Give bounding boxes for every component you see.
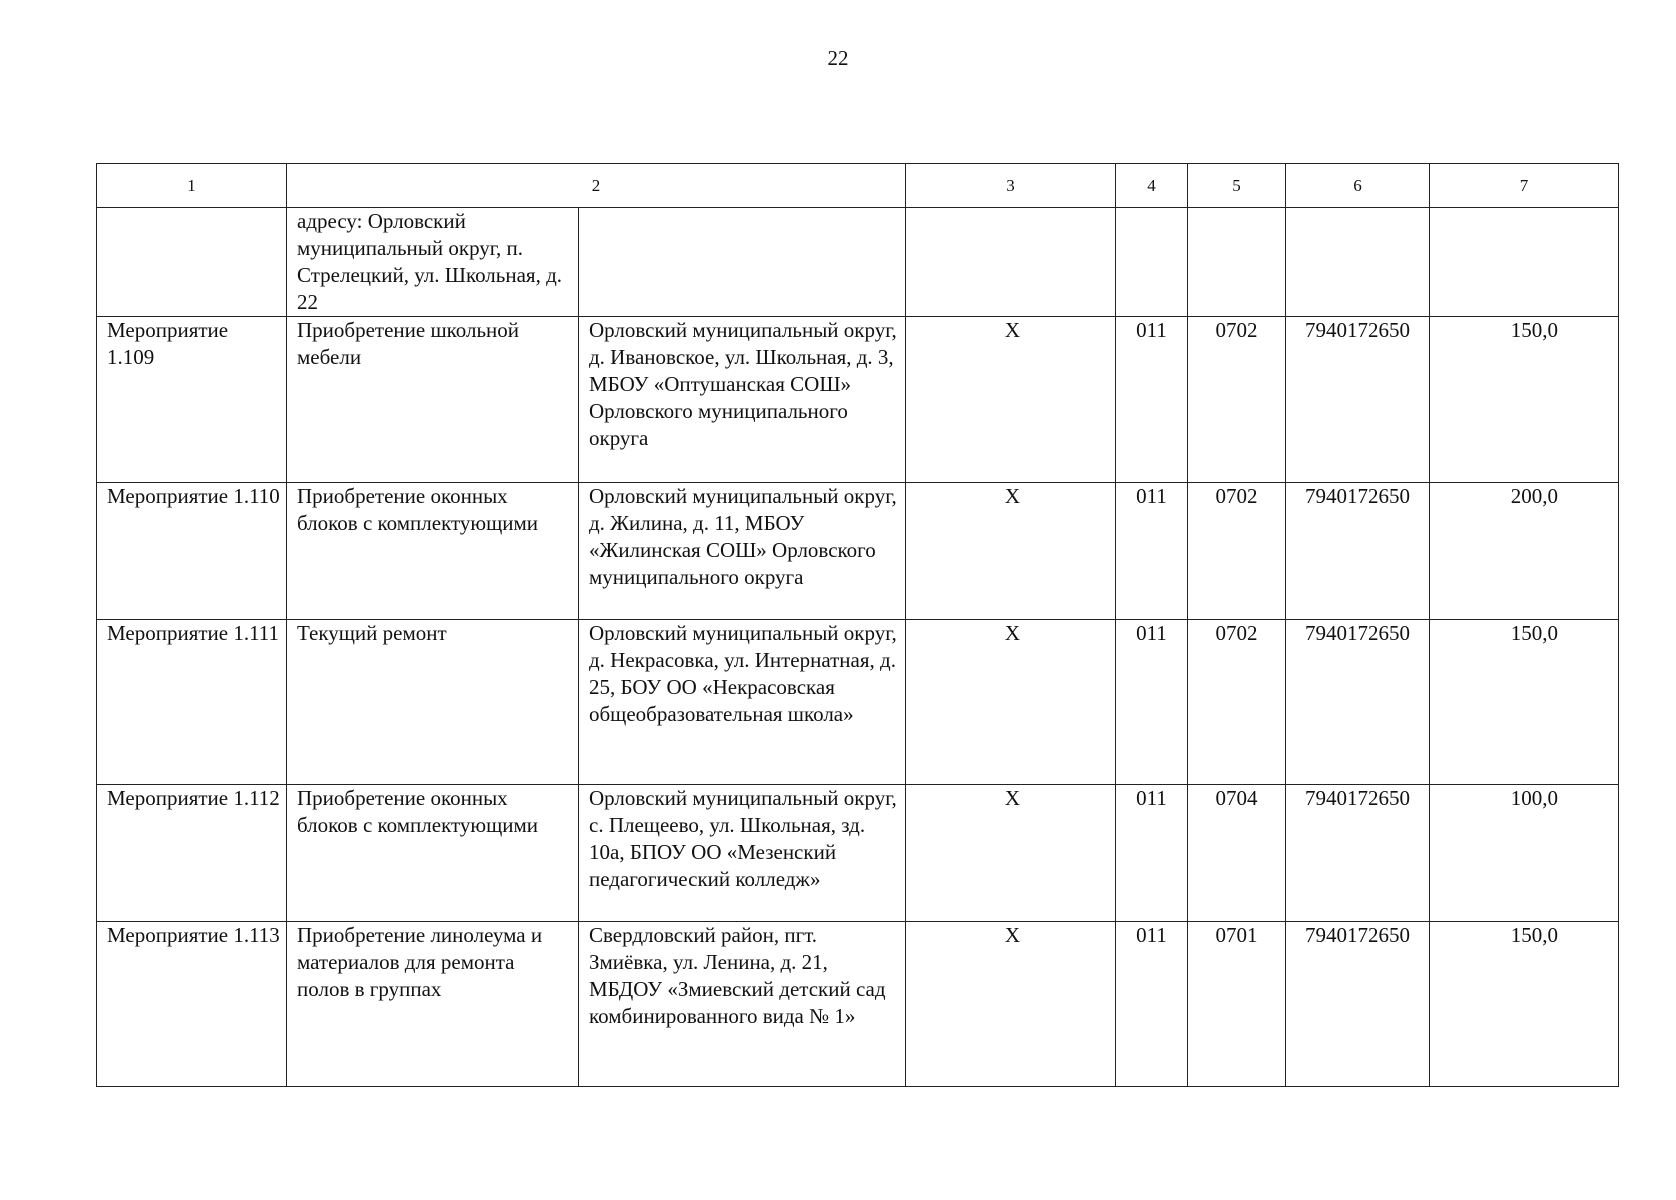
cell-c4: 011 — [1116, 317, 1188, 483]
cell-c4 — [1116, 208, 1188, 317]
cell-c5: 0702 — [1188, 483, 1286, 620]
page-number: 22 — [827, 46, 849, 70]
cell-address — [579, 208, 906, 317]
cell-address: Орловский муниципальный округ, д. Ивановское, ул. Школьная, д. 3, МБОУ «Оптушанская СОШ» Орловского муниципального округа — [579, 317, 906, 483]
cell-c3: Х — [906, 483, 1116, 620]
cell-c6: 7940172650 — [1286, 922, 1430, 1087]
cell-c5: 0702 — [1188, 620, 1286, 785]
cell-c4: 011 — [1116, 483, 1188, 620]
table-row — [97, 785, 1619, 922]
budget-table — [96, 163, 1619, 1087]
header-cell-6: 6 — [1286, 164, 1430, 208]
cell-c7: 150,0 — [1430, 922, 1619, 1087]
cell-c3: Х — [906, 620, 1116, 785]
header-cell-2: 2 — [287, 164, 906, 208]
cell-event: Мероприятие 1.109 — [97, 317, 287, 483]
cell-c4: 011 — [1116, 785, 1188, 922]
cell-c6: 7940172650 — [1286, 785, 1430, 922]
header-cell-1: 1 — [97, 164, 287, 208]
cell-c3 — [906, 208, 1116, 317]
cell-c5: 0704 — [1188, 785, 1286, 922]
cell-c7: 200,0 — [1430, 483, 1619, 620]
cell-event: Мероприятие 1.113 — [97, 922, 287, 1087]
cell-c6: 7940172650 — [1286, 620, 1430, 785]
cell-name: Приобретение линолеума и материалов для ремонта полов в группах — [287, 922, 579, 1087]
cell-c7: 150,0 — [1430, 317, 1619, 483]
cell-event: Мероприятие 1.111 — [97, 620, 287, 785]
continuation-row — [97, 208, 1619, 317]
cell-c7 — [1430, 208, 1619, 317]
table-row — [97, 317, 1619, 483]
header-cell-3: 3 — [906, 164, 1116, 208]
table-row — [97, 620, 1619, 785]
cell-name: Приобретение оконных блоков с комплектующими — [287, 483, 579, 620]
cell-name: адресу: Орловский муниципальный округ, п. Стрелецкий, ул. Школьная, д. 22 — [287, 208, 579, 317]
cell-name: Приобретение школьной мебели — [287, 317, 579, 483]
cell-event: Мероприятие 1.110 — [97, 483, 287, 620]
cell-name: Текущий ремонт — [287, 620, 579, 785]
cell-c6: 7940172650 — [1286, 317, 1430, 483]
cell-c6: 7940172650 — [1286, 483, 1430, 620]
header-row — [97, 164, 1619, 208]
cell-address: Орловский муниципальный округ, с. Плещеево, ул. Школьная, зд. 10а, БПОУ ОО «Мезенский педагогический колледж» — [579, 785, 906, 922]
cell-c7: 150,0 — [1430, 620, 1619, 785]
cell-c5: 0701 — [1188, 922, 1286, 1087]
cell-c7: 100,0 — [1430, 785, 1619, 922]
header-cell-5: 5 — [1188, 164, 1286, 208]
header-cell-7: 7 — [1430, 164, 1619, 208]
cell-c3: Х — [906, 785, 1116, 922]
cell-c5: 0702 — [1188, 317, 1286, 483]
cell-address: Орловский муниципальный округ, д. Некрасовка, ул. Интернатная, д. 25, БОУ ОО «Некрасовская общеобразовательная школа» — [579, 620, 906, 785]
cell-c3: Х — [906, 922, 1116, 1087]
header-cell-4: 4 — [1116, 164, 1188, 208]
table-row — [97, 922, 1619, 1087]
cell-event: Мероприятие 1.112 — [97, 785, 287, 922]
cell-name: Приобретение оконных блоков с комплектующими — [287, 785, 579, 922]
cell-address: Орловский муниципальный округ, д. Жилина, д. 11, МБОУ «Жилинская СОШ» Орловского муниципального округа — [579, 483, 906, 620]
table-row — [97, 483, 1619, 620]
cell-c5 — [1188, 208, 1286, 317]
cell-c4: 011 — [1116, 620, 1188, 785]
cell-event — [97, 208, 287, 317]
cell-c3: Х — [906, 317, 1116, 483]
cell-c6 — [1286, 208, 1430, 317]
cell-address: Свердловский район, пгт. Змиёвка, ул. Ленина, д. 21, МБДОУ «Змиевский детский сад комбинированного вида № 1» — [579, 922, 906, 1087]
cell-c4: 011 — [1116, 922, 1188, 1087]
